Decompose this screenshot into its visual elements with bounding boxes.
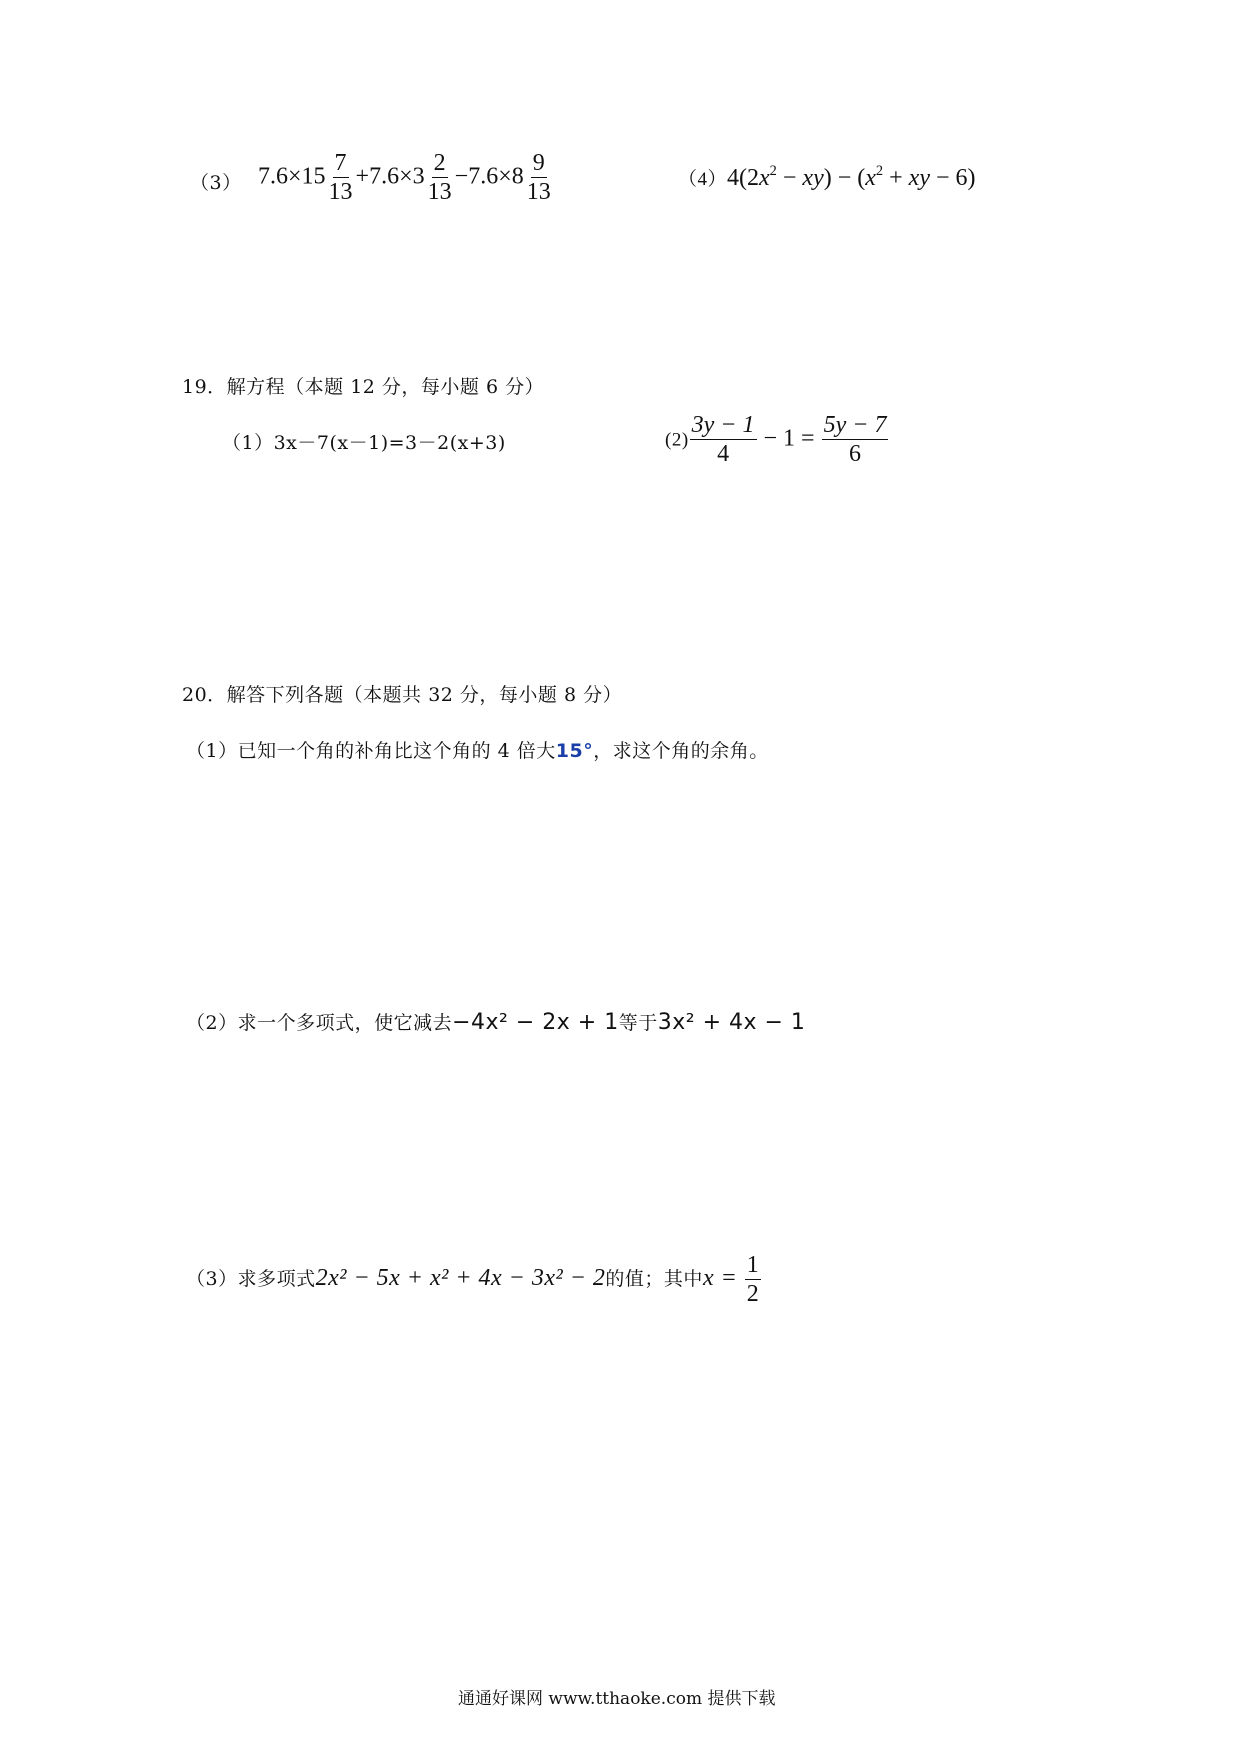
q18-p3-expression: 7.6×15 $\frac{7}{13}$ +7.6×3 $\frac{2}{13}$ −7.6×8 $\frac{9}{13}$ [258, 150, 551, 206]
q20-p2: （2）求一个多项式，使它减去−4x² − 2x + 1等于3x² + 4x − 1 [186, 1010, 806, 1035]
q20-title: 20．解答下列各题（本题共 32 分，每小题 8 分） [182, 684, 623, 706]
q18-p3-label: （3） [190, 172, 242, 194]
q18-p4-expression: $(4)4(2x^2 - xy) - (x^2$ + xy − 6) [678, 162, 976, 191]
q20-p3: （3）求多项式2x² − 5x + x² + 4x − 3x² − 2的值；其中x = $\frac{1}{2}$ [186, 1252, 760, 1308]
q20-p3-expr: 2x² − 5x + x² + 4x − 3x² − 2 [315, 1264, 606, 1291]
q20-p3-fraction: $\frac{1}{2}$ [746, 1252, 760, 1308]
page-footer: 通通好课网 www.tthaoke.com 提供下载 [458, 1689, 776, 1709]
q19-title: 19．解方程（本题 12 分，每小题 6 分） [182, 376, 545, 398]
q20-p2-expr2: 3x² + 4x − 1 [657, 1010, 806, 1035]
angle-value: 15° [555, 740, 594, 762]
q20-p1: （1）已知一个角的补角比这个角的 4 倍大15°，求这个角的余角。 [186, 740, 769, 762]
q19-p1: （1）3x－7(x－1)=3－2(x+3) [222, 432, 506, 454]
q19-p2-expression: (2) $\frac{3y - 1}{4}$ − 1 = $\frac{5y - 7}{6}$ [665, 412, 887, 468]
q20-p2-expr1: −4x² − 2x + 1 [452, 1010, 619, 1035]
